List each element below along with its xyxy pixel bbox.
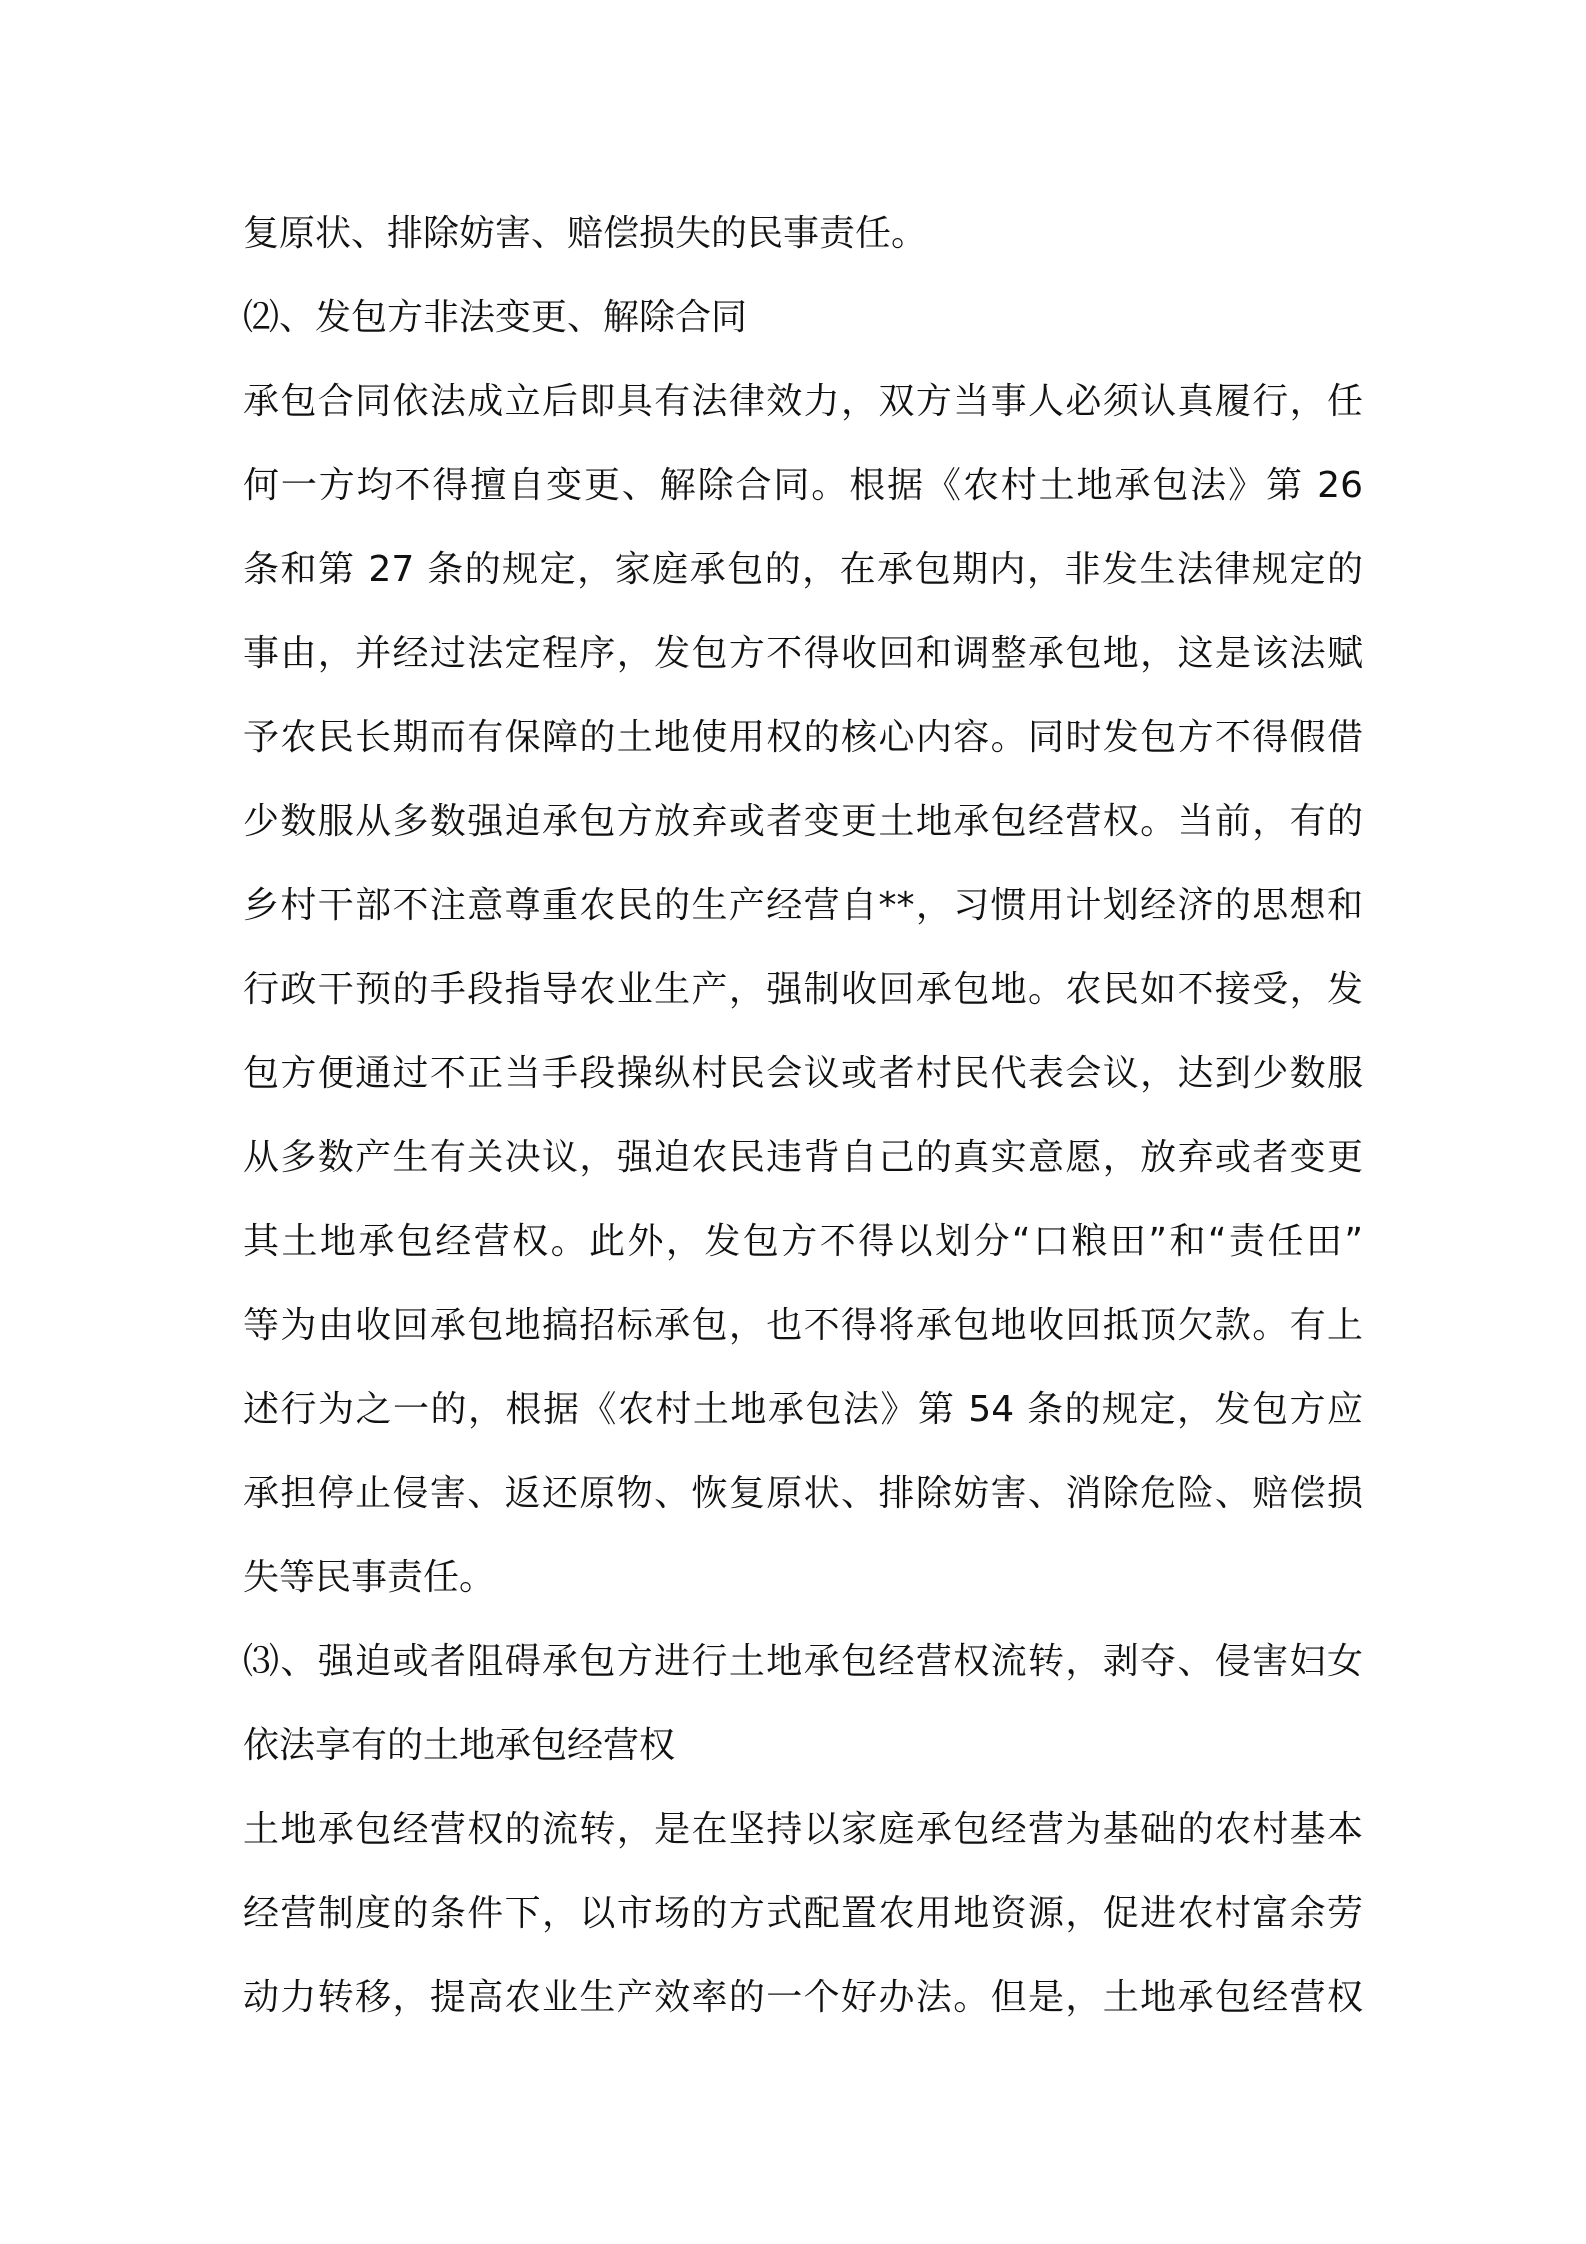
text-line-16: 承担停止侵害、返还原物、恢复原状、排除妨害、消除危险、赔偿损 [243,1473,1363,1514]
section-heading-3-line-1: ⑶、强迫或者阻碍承包方进行土地承包经营权流转，剥夺、侵害妇女 [243,1641,1363,1682]
text-line-20: 土地承包经营权的流转，是在坚持以家庭承包经营为基础的农村基本 [243,1809,1363,1850]
text-line-21: 经营制度的条件下，以市场的方式配置农用地资源，促进农村富余劳 [243,1893,1363,1934]
text-line-8: 少数服从多数强迫承包方放弃或者变更土地承包经营权。当前，有的 [243,801,1363,842]
text-line-15: 述行为之一的，根据《农村土地承包法》第 54 条的规定，发包方应 [243,1389,1363,1430]
text-line-22: 动力转移，提高农业生产效率的一个好办法。但是，土地承包经营权 [243,1977,1363,2018]
section-heading-3-line-2: 依法享有的土地承包经营权 [243,1725,676,1766]
text-line-4: 何一方均不得擅自变更、解除合同。根据《农村土地承包法》第 26 [243,465,1363,506]
text-line-17: 失等民事责任。 [243,1557,496,1598]
text-line-1: 复原状、排除妨害、赔偿损失的民事责任。 [243,213,928,254]
text-line-5: 条和第 27 条的规定，家庭承包的，在承包期内，非发生法律规定的 [243,549,1363,590]
section-heading-2: ⑵、发包方非法变更、解除合同 [243,297,748,338]
text-line-13: 其土地承包经营权。此外，发包方不得以划分“口粮田”和“责任田” [243,1221,1363,1262]
text-line-9: 乡村干部不注意尊重农民的生产经营自**，习惯用计划经济的思想和 [243,885,1363,926]
text-line-6: 事由，并经过法定程序，发包方不得收回和调整承包地，这是该法赋 [243,633,1363,674]
text-line-14: 等为由收回承包地搞招标承包，也不得将承包地收回抵顶欠款。有上 [243,1305,1363,1346]
document-body [243,192,1363,2040]
text-line-7: 予农民长期而有保障的土地使用权的核心内容。同时发包方不得假借 [243,717,1363,758]
text-line-11: 包方便通过不正当手段操纵村民会议或者村民代表会议，达到少数服 [243,1053,1363,1094]
text-line-12: 从多数产生有关决议，强迫农民违背自己的真实意愿，放弃或者变更 [243,1137,1363,1178]
text-line-3: 承包合同依法成立后即具有法律效力，双方当事人必须认真履行，任 [243,381,1363,422]
text-line-10: 行政干预的手段指导农业生产，强制收回承包地。农民如不接受，发 [243,969,1363,1010]
